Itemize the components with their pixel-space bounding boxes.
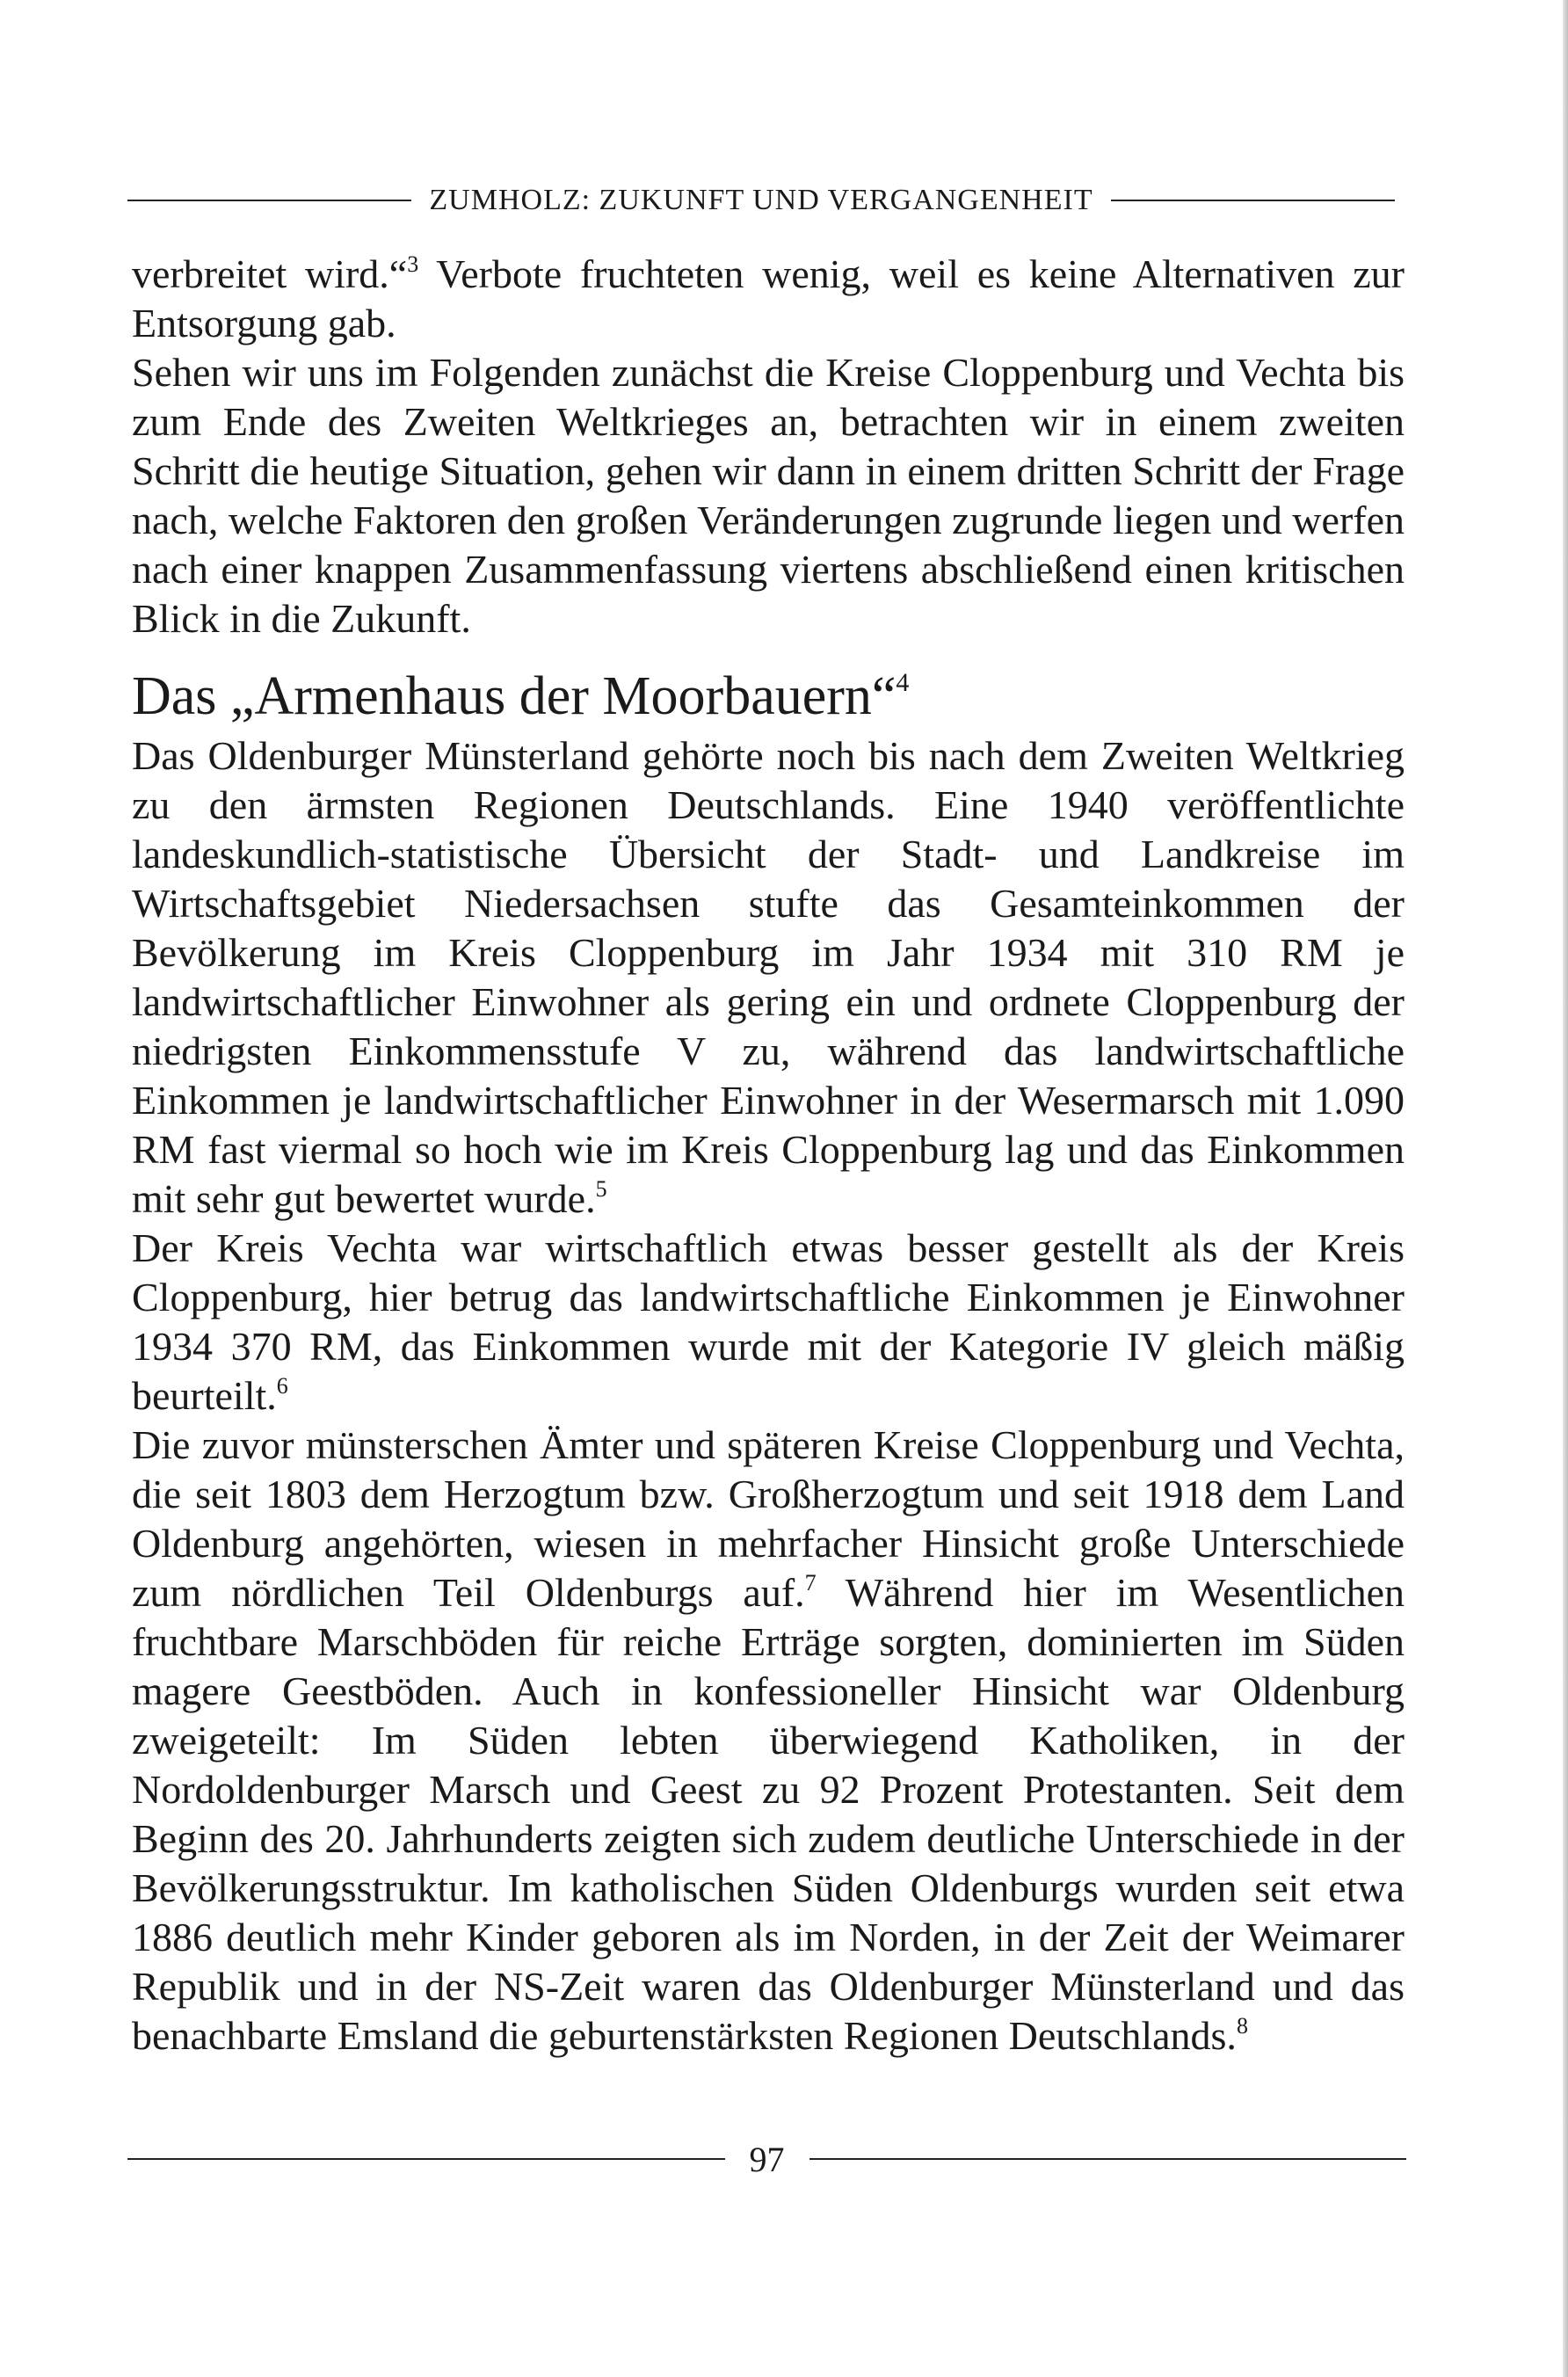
- footnote-marker: 7: [804, 1570, 817, 1596]
- paragraph-text: verbreitet wird.“: [132, 251, 408, 296]
- page-edge-shadow: [1563, 0, 1568, 2377]
- heading-text: Das „Armenhaus der Moorbauern“: [132, 666, 897, 726]
- section-heading: [132, 661, 1405, 731]
- running-head-text: ZUMHOLZ: ZUKUNFT UND VERGANGENHEIT: [429, 184, 1093, 216]
- paragraph-text: Das Oldenburger Münsterland gehörte noch bis nach dem Zweiten Weltkrieg zu den ärmsten Regionen Deutschlands. Eine 1940 veröffentlichte landeskundlich-statistische Übersicht der Stadt- und Landkreise im Wirtschaftsgebiet Niedersachsen stufte das Gesamteinkommen der Bevölkerung im Kreis Cloppenburg im Jahr 1934 mit 310 RM je landwirtschaftlicher Einwohner als gering ein und ordnete Cloppenburg der niedrigsten Einkommensstufe V zu, während das landwirtschaftliche Einkommen je landwirtschaftlicher Einwohner in der Wesermarsch mit 1.090 RM fast viermal so hoch wie im Kreis Cloppenburg lag und das Einkommen mit sehr gut bewertet wurde.: [132, 733, 1405, 1221]
- paragraph-outline: Sehen wir uns im Folgenden zunächst die Kreise Cloppenburg und Vechta bis zum Ende des Zweiten Weltkrieges an, betrachten wir in einem zweiten Schritt die heutige Situation, gehen wir dann in einem dritten Schritt der Frage nach, welche Faktoren den großen Veränderungen zugrunde liegen und werfen nach einer knappen Zusammenfassung viertens abschließend einen kritischen Blick in die Zukunft.: [132, 350, 1405, 641]
- footer-rule-left: [127, 2158, 725, 2160]
- body-text: [132, 250, 1405, 2061]
- footnote-marker: 4: [896, 668, 910, 697]
- footnote-marker: 5: [595, 1176, 607, 1202]
- paragraph-text: Verbote fruchteten wenig, weil es keine Alternativen zur Entsorgung gab.: [132, 251, 1405, 345]
- header-rule-left: [127, 200, 411, 201]
- paragraph-text: Der Kreis Vechta war wirtschaftlich etwas besser gestellt als der Kreis Cloppenburg, hier betrug das landwirtschaftliche Einkommen je Einwohner 1934 370 RM, das Einkommen wurde mit der Kategorie IV gleich mäßig beurteilt.: [132, 1225, 1405, 1418]
- footnote-marker: 8: [1236, 2013, 1248, 2039]
- page-footer: [127, 2133, 1406, 2185]
- paragraph-differences: [132, 1421, 1405, 2061]
- footnote-marker: 6: [276, 1373, 288, 1399]
- footnote-marker: 3: [407, 251, 419, 277]
- paragraph-intro-end: [132, 250, 1405, 348]
- paragraph-text: Die zuvor münsterschen Ämter und späteren Kreise Cloppenburg und Vechta, die seit 1803 dem Herzogtum bzw. Großherzogtum und seit 1918 dem Land Oldenburg angehörten, wiesen in mehrfacher Hinsicht große Unterschiede zum nördlichen Teil Oldenburgs auf.: [132, 1422, 1405, 1615]
- running-header: [127, 174, 1395, 227]
- paragraph-vechta: [132, 1224, 1405, 1421]
- paragraph-text: Während hier im Wesentlichen fruchtbare Marschböden für reiche Erträge sorgten, dominierten im Süden magere Geestböden. Auch in konfessioneller Hinsicht war Oldenburg zweigeteilt: Im Süden lebten überwiegend Katholiken, in der Nordoldenburger Marsch und Geest zu 92 Prozent Protestanten. Seit dem Beginn des 20. Jahrhunderts zeigten sich zudem deutliche Unterschiede in der Bevölkerungsstruktur. Im katholischen Süden Oldenburgs wurden seit etwa 1886 deutlich mehr Kinder geboren als im Norden, in der Zeit der Weimarer Republik und in der NS-Zeit waren das Oldenburger Münsterland und das benachbarte Emsland die geburtenstärksten Regionen Deutschlands.: [132, 1570, 1405, 2058]
- paragraph-income: [132, 731, 1405, 1224]
- header-rule-right: [1111, 200, 1395, 201]
- footer-rule-right: [809, 2158, 1407, 2160]
- page-number: 97: [749, 2139, 785, 2179]
